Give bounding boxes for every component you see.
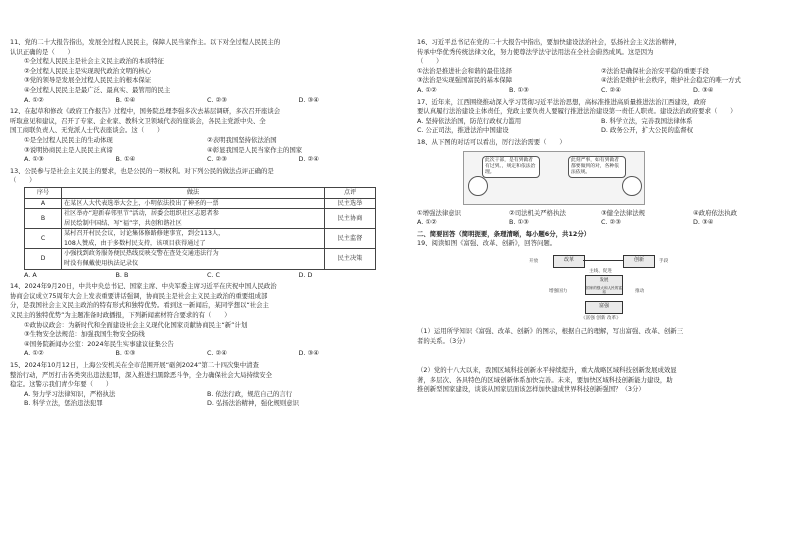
- diagram-side-right: 推动: [635, 288, 645, 294]
- q11-stem-2: 认识正确的是（ ）: [10, 47, 74, 56]
- q17-option-a: A. 坚持依法治国，防范行政权力滥用: [417, 116, 522, 125]
- q18-option-d: D. ③④: [693, 218, 714, 227]
- q15-option-b: B. 依法行政，规范自己的言行: [207, 389, 293, 398]
- q11-item-2: ②全过程人民民主是实现现代政治文明的核心: [24, 66, 152, 75]
- table-header-comment: 点评: [325, 187, 376, 198]
- table-cell-action: [62, 209, 325, 229]
- q17-stem-1: 17、近年来，江西围绕推动深入学习贯彻习近平法治思想，高标准推进高质量推进法治江西建设，政府: [417, 97, 707, 106]
- q14-item-2: ③生物安全法规范：加强我国生物安全防线: [24, 330, 145, 339]
- table-cell-no: A: [25, 198, 62, 209]
- question-16: [417, 38, 785, 96]
- table-cell-comment: 民主监督: [325, 229, 376, 249]
- q17-option-d: D. 政务公开，扩大公民的监督权: [601, 126, 694, 135]
- q19-stem: 19、阅读如图《富强、改革、创新》，回答问题。: [417, 239, 557, 248]
- q13-option-d: D. D: [298, 270, 313, 279]
- q13-option-a: A. A: [24, 270, 37, 279]
- q14-option-b: B. ①③: [115, 349, 136, 358]
- q15-option-c: B. 科学立法，惩治违法犯罪: [24, 399, 103, 408]
- q12-stem-3: 国工商联负责人、无党派人士代表座谈会。这（ ）: [10, 126, 164, 135]
- table-cell-text: 社区举办“迎新春邻里节”活动，居委会组织社区志愿者参: [64, 210, 219, 218]
- q19-part1-2: 者的关系。（3分）: [417, 336, 469, 345]
- table-cell-action: [62, 249, 325, 269]
- q16-options: [417, 86, 785, 96]
- table-cell-action: [62, 198, 325, 209]
- question-19: [417, 239, 785, 395]
- section-heading: 二、简要回答（简明扼要，条理清晰，每小题6分，共12分）: [417, 229, 591, 238]
- q19-part2-1: （2）党的十八大以来，我国区域科技创新水平持续提升，重大战略区域科技创新发展成效显: [417, 366, 677, 375]
- q12-options: [10, 155, 390, 165]
- q16-item-1: ①法治是推进社会和谐的最佳选择: [417, 66, 513, 75]
- q13-stem-2: （ ）: [10, 176, 36, 185]
- q14-option-d: D. ③④: [298, 349, 319, 358]
- q11-option-d: D. ③④: [298, 95, 319, 104]
- diagram-prosper-box: 富强: [585, 301, 623, 314]
- q12-option-c: C. ②③: [207, 155, 227, 164]
- q17-option-b: B. 科学立法，完善我国法律体系: [601, 116, 693, 125]
- q16-item-2: ②法治是确保社会治安平稳的重要手段: [601, 66, 709, 75]
- q14-option-c: C. ②④: [207, 349, 227, 358]
- q17-stem-2: 要认真履行法治建设主体责任，党政主要负责人要履行推进法治建设第一责任人职责。建设法治政府要求（ ）: [417, 107, 737, 116]
- q13-table: [24, 187, 376, 270]
- q15-option-a: A. 努力学习法律知识，严格执法: [24, 389, 116, 398]
- q14-stem-3: 分，是我国社会主义民主政治的特有形式和独特优势。看到这一新闻后，某同学想以“社会主: [10, 301, 269, 310]
- question-14: [10, 282, 390, 359]
- diagram-develop-sublabel: 国家的强大和人民的富裕: [586, 285, 622, 294]
- table-cell-no: C: [25, 229, 62, 249]
- table-cell-text: 时没有佩戴使用执法记录仪: [64, 260, 139, 268]
- q11-stem-1: 11、党的二十大报告指出，发展全过程人民民主，保障人民当家作主。以下对全过程人民民主的: [10, 38, 281, 46]
- q12-option-b: B. ①④: [115, 155, 136, 164]
- diagram-left-tag: 开放: [529, 258, 539, 264]
- table-header-row: [25, 187, 376, 198]
- q15-stem-1: 15、2024年10月12日，上海公安机关在全市范围开展“砺剑2024”第二十四次集中清查: [10, 361, 259, 369]
- q19-part2-3: 推创新型国家建设，谈谈从国家层面该怎样加快建成世界科技创新强国？（3分）: [417, 385, 645, 394]
- q16-stem-3: （ ）: [417, 57, 443, 66]
- q12-option-d: D. ②④: [298, 155, 319, 164]
- q14-options: [10, 349, 390, 359]
- q13-option-b: B. B: [115, 270, 129, 279]
- table-row: [25, 198, 376, 209]
- q15-options: [10, 390, 390, 409]
- question-11: [10, 38, 390, 105]
- speech-bubble-right: 此刻严事，如有到做者都要做到的对，各种依法依规。: [568, 156, 626, 178]
- table-cell-comment: 民主选举: [325, 198, 376, 209]
- table-cell-comment: 民主协商: [325, 209, 376, 229]
- table-cell-text: 108人赞成，由于多数村民支持，该项目获得通过了: [64, 239, 206, 247]
- q16-item-4: ④法治是维护社会秩序，维护社会稳定的唯一方式: [601, 76, 741, 85]
- table-cell-text: 在某区人大代表选举大会上，小明依法投出了神圣的一票: [64, 199, 219, 207]
- q14-item-3: ④国务院新闻办公室：2024年民生实事建议征集公告: [24, 339, 174, 348]
- table-row: [25, 209, 376, 229]
- q18-option-c: C. ②③: [601, 218, 621, 227]
- table-cell-no: B: [25, 209, 62, 229]
- q15-stem-2: 整治行动，严厉打击各类突出违法犯罪，深入推进扫黑除恶斗争，全力确保社会大局持续安全: [10, 370, 273, 379]
- q12-item-1: ①是全过程人民民主的生动体现: [24, 135, 113, 144]
- table-row: [25, 229, 376, 249]
- q16-option-b: B. ①③: [509, 85, 529, 94]
- q17-option-c: C. 公正司法，推进法治中国建设: [417, 126, 509, 135]
- q12-items: [10, 136, 390, 155]
- q18-item-2: ②司法机关严格执法: [509, 208, 566, 217]
- q11-option-a: A. ①②: [24, 95, 44, 104]
- q12-item-3: ③说明协商民主是人民民主真谛: [24, 145, 113, 154]
- q12-item-2: ②表明我国坚持依法治国: [207, 135, 277, 144]
- q16-item-3: ③法治是实现强国富民的基本保障: [417, 76, 513, 85]
- diagram-caption: 《富强 创新 改革》: [581, 315, 621, 321]
- question-13: [10, 167, 390, 281]
- table-cell-text: 小强找到政务服务便民热线反映交警在查处交通违法行为: [64, 250, 219, 258]
- table-cell-text: 某村召开村民会议，讨论集体修路修建事宜，到会113人，: [64, 230, 225, 238]
- q18-options: [417, 218, 785, 228]
- diagram-reform-box: 改革: [553, 255, 585, 268]
- table-cell-no: D: [25, 249, 62, 269]
- question-12: [10, 107, 390, 165]
- relationship-diagram: [513, 253, 689, 323]
- diagram-develop-label: 发展: [599, 277, 609, 283]
- q12-item-4: ④彰显我国是人民当家作主的国家: [207, 145, 303, 154]
- q14-item-1: ①政协议政会：为新时代和全面建设社会主义现代化国家贡献协商民主“新”计划: [24, 320, 248, 329]
- q13-options: [10, 271, 390, 281]
- q16-option-a: A. ①②: [417, 85, 437, 94]
- q14-stem-2: 协商会议成立75周年大会上发表重要讲话强调，协商民主是社会主义民主政治的重要组成部: [10, 291, 268, 300]
- question-18: [417, 138, 785, 228]
- person-left-icon: [468, 176, 488, 196]
- q19-part1-1: （1）运用所学知识《富强、改革、创新》的图示，根据自己的理解，写出富强、改革、创新三: [417, 326, 684, 335]
- q19-part2-2: 著，多层次、各具特色的区域创新体系加快完善。未来，要加快区域科技创新能力建设，助: [417, 375, 673, 384]
- question-17: [417, 98, 785, 136]
- q11-option-b: B. ①④: [115, 95, 136, 104]
- q16-stem-1: 16、习近平总书记在党的二十大报告中指出，要加快建设法治社会，弘扬社会主义法治精神，: [417, 38, 681, 46]
- dialogue-illustration: [463, 151, 645, 205]
- diagram-develop-box: [585, 275, 623, 295]
- speech-bubble-left: 此次干部，是有到做者有过到。，规定和依法治理。: [482, 156, 540, 178]
- q11-item-4: ④全过程人民民主是最广泛、最真实、最管用的民主: [24, 85, 171, 94]
- q16-option-c: C. ②④: [601, 85, 621, 94]
- diagram-right-tag: 手段: [659, 258, 669, 264]
- q18-option-b: B. ①③: [509, 218, 529, 227]
- q15-stem-3: 稳定。这警示我们青少年要（ ）: [10, 380, 113, 389]
- q14-stem-4: 义民主的独特优势”为主题准备时政播报，下列新闻素材符合要求的有（ ）: [10, 311, 231, 320]
- q18-option-a: A. ①②: [417, 218, 437, 227]
- q14-option-a: A. ①②: [24, 349, 44, 358]
- right-column: [417, 38, 785, 397]
- diagram-mid-tag: 主线、促进: [589, 268, 612, 274]
- q16-option-d: D. ③④: [693, 85, 714, 94]
- q18-items: [417, 209, 785, 219]
- q14-stem-1: 14、2024年9月20日，中共中央总书记、国家主席、中央军委主席习近平在庆祝中国人民政治: [10, 282, 277, 291]
- q16-items: [417, 67, 785, 86]
- q16-stem-2: 传承中华优秀传统法律文化，努力使尊法学法守法用法在全社会蔚然成风。这是因为: [417, 47, 654, 56]
- table-cell-text: 居民绘制中国结、写“福”字，共创和谐社区: [64, 219, 182, 227]
- person-right-icon: [622, 176, 642, 196]
- q18-stem: 18、从下图的对话可以看出，厉行法治需要（ ）: [417, 137, 566, 146]
- q11-item-3: ③党的领导是发展全过程人民民主的根本保证: [24, 76, 152, 85]
- diagram-innovate-box: 创新: [623, 255, 655, 268]
- q17-options: [417, 117, 785, 136]
- q13-option-c: C. C: [207, 270, 220, 279]
- table-header-no: 序号: [25, 187, 62, 198]
- question-15: [10, 361, 390, 409]
- q11-options: [10, 96, 390, 106]
- q18-item-1: ①增强法律意识: [417, 208, 462, 217]
- q12-stem-1: 12、在起草和修改《政府工作报告》过程中，国务院总理李强多次去基层调研，多次召开座谈会: [10, 107, 281, 116]
- table-cell-action: [62, 229, 325, 249]
- q12-option-a: A. ①③: [24, 155, 44, 164]
- diagram-side-left: 增强国力: [549, 288, 568, 294]
- q18-item-3: ③健全法律法规: [601, 208, 646, 217]
- q13-stem-1: 13、公民参与是社会主义民主的要求，也是公民的一项权利。对下列公民的做法点评正确的是: [10, 166, 274, 175]
- q11-item-1: ①全过程人民民主是社会主义民主政治的本质特征: [24, 57, 164, 66]
- q15-option-d: D. 弘扬法治精神，强化规则意识: [207, 399, 300, 408]
- q12-stem-2: 听取意见和建议，召开了专家、企业家、教科文卫领域代表的座谈会，各民主党派中央、全: [10, 116, 266, 125]
- left-column: [10, 38, 390, 411]
- table-header-action: 做法: [62, 187, 325, 198]
- q18-item-4: ④政府依法执政: [693, 208, 738, 217]
- table-row: [25, 249, 376, 269]
- diagram-arrow: [583, 260, 623, 261]
- q11-option-c: C. ②③: [207, 95, 227, 104]
- table-cell-comment: 民主决策: [325, 249, 376, 269]
